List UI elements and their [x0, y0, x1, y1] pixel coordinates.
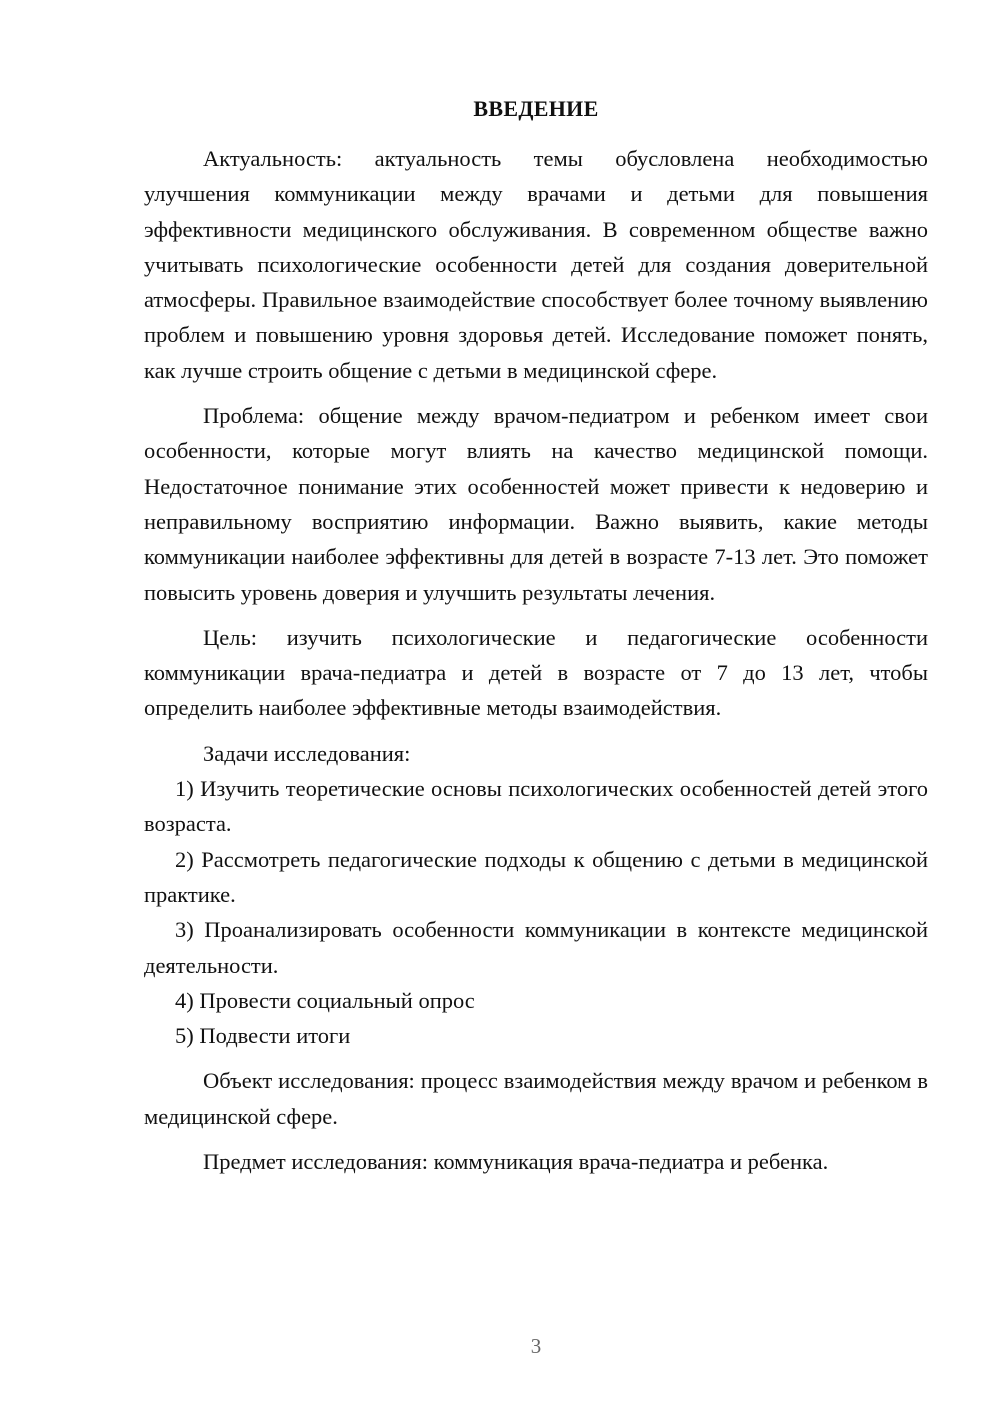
paragraph-subject: Предмет исследования: коммуникация врача-педиатра и ребенка.: [203, 1149, 829, 1175]
task-item-1: 1) Изучить теоретические основы психологических особенностей детей этого возраста.: [144, 776, 928, 837]
paragraph-relevance: Актуальность: актуальность темы обусловлена необходимостью улучшения коммуникации между врачами и детьми для повышения эффективности медицинского обслуживания. В современном обществе важно учитывать психологические особенности детей для создания доверительной атмосферы. Правильное взаимодействие способствует более точному выявлению проблем и повышению уровня здоровья детей. Исследование поможет понять, как лучше строить общение с детьми в медицинской сфере.: [144, 146, 928, 383]
page-number: 3: [530, 1334, 542, 1358]
paragraph-goal: Цель: изучить психологические и педагогические особенности коммуникации врача-педиатра и детей в возрасте от 7 до 13 лет, чтобы определить наиболее эффективные методы взаимодействия.: [144, 624, 928, 721]
task-item-5: 5) Подвести итоги: [175, 1023, 351, 1049]
paragraph-problem: Проблема: общение между врачом-педиатром и ребенком имеет свои особенности, которые могут влиять на качество медицинской помощи. Недостаточное понимание этих особенностей может привести к недоверию и неправильному восприятию информации. Важно выявить, какие методы коммуникации наиболее эффективны для детей в возрасте 7-13 лет. Это поможет повысить уровень доверия и улучшить результаты лечения.: [144, 403, 928, 605]
task-item-3: 3) Проанализировать особенности коммуникации в контексте медицинской деятельности.: [144, 917, 928, 978]
task-item-4: 4) Провести социальный опрос: [175, 987, 475, 1013]
task-item-2: 2) Рассмотреть педагогические подходы к общению с детьми в медицинской практике.: [144, 846, 928, 907]
document-body: [144, 141, 928, 1179]
paragraph-object: Объект исследования: процесс взаимодействия между врачом и ребенком в медицинской сфере.: [144, 1068, 928, 1129]
tasks-heading: Задачи исследования:: [203, 740, 411, 766]
page-title: ВВЕДЕНИЕ: [473, 96, 599, 121]
